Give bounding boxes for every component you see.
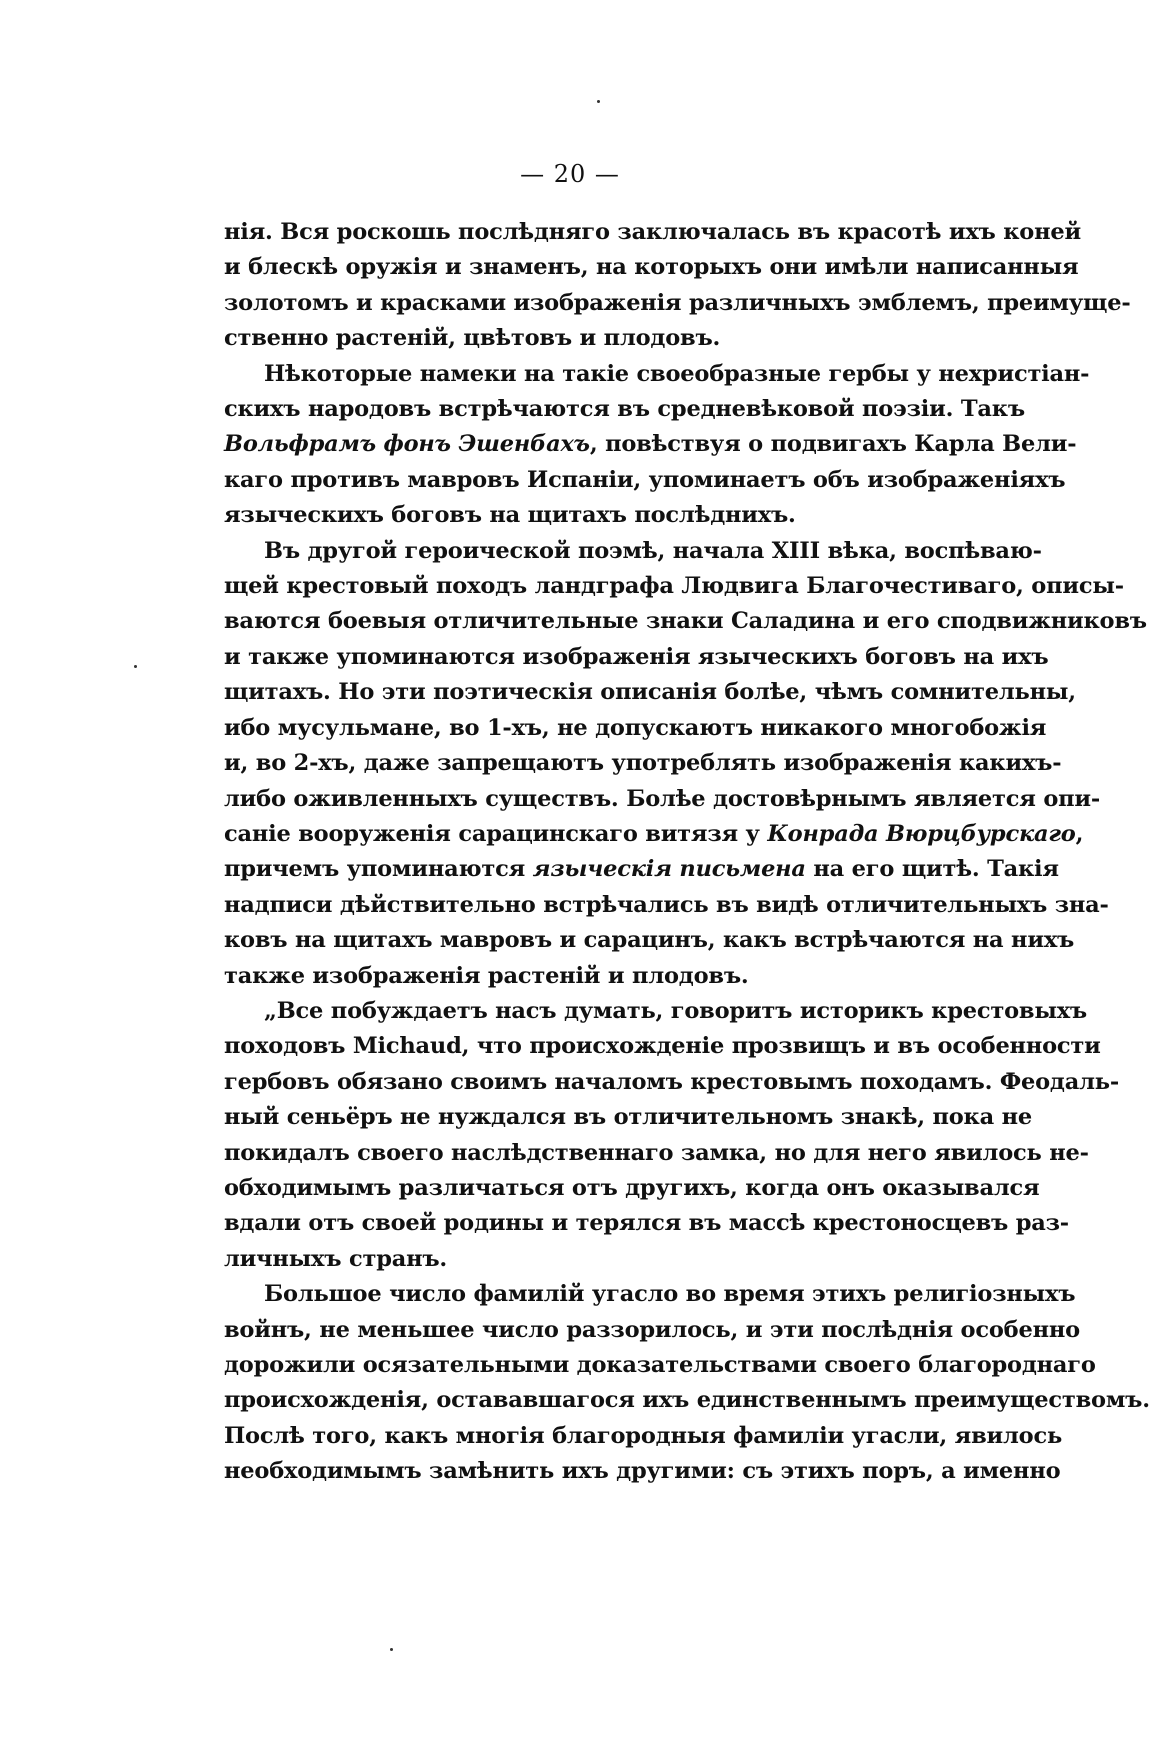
text-line	[224, 569, 1124, 604]
text-segment: Послѣ того, какъ многія благородныя фамиліи угасли, явилось	[224, 1422, 1063, 1449]
italic-text: языческія письмена	[532, 856, 806, 883]
text-segment: , повѣствуя о подвигахъ Карла Вели-	[589, 431, 1077, 458]
text-line	[224, 1242, 1004, 1277]
text-segment: ваются боевыя отличительные знаки Саладина и его сподвижниковъ	[224, 608, 1147, 635]
body-text	[224, 215, 1150, 1490]
text-line	[224, 640, 1049, 675]
text-segment: и также упоминаются изображенія языческихъ боговъ на ихъ	[224, 643, 1049, 670]
text-line	[224, 817, 1084, 852]
text-line	[224, 746, 1062, 781]
text-segment: Нѣкоторые намеки на такіе своеобразные гербы у нехристіан-	[264, 360, 1090, 387]
text-segment: необходимымъ замѣнить ихъ другими: съ этихъ поръ, а именно	[224, 1458, 1061, 1485]
text-segment: „Все побуждаетъ насъ думать, говоритъ историкъ крестовыхъ	[264, 997, 1087, 1024]
text-line	[224, 1313, 1080, 1348]
text-line	[224, 852, 1059, 887]
text-line	[224, 1100, 1032, 1135]
text-line	[224, 1454, 1061, 1489]
text-line	[224, 1065, 1119, 1100]
text-line	[224, 959, 1004, 994]
paragraph	[224, 1277, 1150, 1489]
text-line	[224, 1206, 1069, 1241]
text-line	[224, 1277, 1076, 1312]
paragraph	[224, 994, 1119, 1277]
text-segment: дорожили осязательными доказательствами своего благороднаго	[224, 1352, 1096, 1378]
text-line	[224, 711, 1047, 746]
print-speck	[390, 1648, 393, 1651]
text-segment: гербовъ обязано своимъ началомъ крестовымъ походамъ. Феодаль-	[224, 1068, 1119, 1095]
text-segment: щитахъ. Но эти поэтическія описанія болѣе, чѣмъ сомнительны,	[224, 679, 1076, 706]
text-segment: походовъ Michaud, что происхожденіе прозвищъ и въ особенности	[224, 1033, 1101, 1060]
italic-text: Вольфрамъ фонъ Эшенбахъ	[224, 431, 590, 458]
text-line	[224, 782, 1101, 817]
text-segment: либо оживленныхъ существъ. Болѣе достовѣрнымъ является опи-	[224, 785, 1101, 812]
italic-text: Конрада Вюрцбурскаго	[767, 820, 1076, 847]
text-line	[224, 1171, 1040, 1206]
text-line	[224, 250, 1079, 285]
print-speck	[597, 100, 600, 103]
text-segment: саніе вооруженія сарацинскаго витязя у	[224, 820, 768, 847]
text-line	[224, 1029, 1101, 1064]
text-segment: и, во 2-хъ, даже запрещаютъ употреблять изображенія какихъ-	[224, 750, 1062, 777]
print-speck	[134, 665, 137, 668]
text-line	[224, 923, 1075, 958]
text-segment: надписи дѣйствительно встрѣчались въ видѣ отличительныхъ зна-	[224, 891, 1109, 918]
text-segment: золотомъ и красками изображенія различныхъ эмблемъ, преимуще-	[224, 289, 1131, 316]
text-line	[224, 534, 1042, 569]
text-segment: Большое число фамилій угасло во время этихъ религіозныхъ	[264, 1281, 1076, 1308]
text-line	[224, 286, 1131, 321]
text-segment: языческихъ боговъ на щитахъ послѣднихъ.	[224, 502, 796, 529]
text-segment: покидалъ своего наслѣдственнаго замка, но для него явилось не-	[224, 1139, 1089, 1166]
text-segment: ственно растеній, цвѣтовъ и плодовъ.	[224, 325, 721, 352]
text-segment: щей крестовый походъ ландграфа Людвига Благочестиваго, описы-	[224, 573, 1124, 600]
text-line	[224, 994, 1087, 1029]
text-segment: личныхъ странъ.	[224, 1245, 448, 1272]
text-segment: вдали отъ своей родины и терялся въ массѣ крестоносцевъ раз-	[224, 1210, 1069, 1237]
text-segment: ный сеньёръ не нуждался въ отличительномъ знакѣ, пока не	[224, 1104, 1032, 1131]
text-line	[224, 427, 1077, 462]
text-line	[224, 498, 1004, 533]
text-line	[224, 463, 1066, 498]
text-segment: и блескѣ оружія и знаменъ, на которыхъ они имѣли написанныя	[224, 254, 1079, 281]
text-segment: Въ другой героической поэмѣ, начала XIII вѣка, воспѣваю-	[264, 537, 1042, 564]
text-line	[224, 215, 1081, 250]
text-line	[224, 392, 1025, 427]
text-line	[224, 321, 1004, 356]
text-line	[224, 357, 1090, 392]
text-line	[224, 888, 1109, 923]
text-segment: войнъ, не меньшее число раззорилось, и эти послѣднія особенно	[224, 1316, 1080, 1343]
text-segment: обходимымъ различаться отъ другихъ, когда онъ оказывался	[224, 1174, 1040, 1201]
text-line	[224, 1383, 1150, 1418]
text-line	[224, 1419, 1063, 1454]
text-segment: на его щитѣ. Такія	[805, 856, 1059, 883]
text-segment: ибо мусульмане, во 1-хъ, не допускаютъ никакого многобожія	[224, 714, 1047, 741]
text-segment: также изображенія растеній и плодовъ.	[224, 962, 749, 989]
text-line	[224, 675, 1076, 710]
text-line	[224, 1348, 1096, 1383]
text-segment: происхожденія, остававшагося ихъ единственнымъ преимуществомъ.	[224, 1387, 1150, 1414]
text-line	[224, 1136, 1089, 1171]
text-segment: ,	[1075, 820, 1084, 847]
text-line	[224, 604, 1147, 639]
page-number: — 20 —	[520, 160, 620, 188]
paragraph	[224, 357, 1090, 534]
text-segment: скихъ народовъ встрѣчаются въ средневѣковой поэзіи. Такъ	[224, 396, 1025, 423]
text-segment: причемъ упоминаются	[224, 856, 533, 883]
paragraph	[224, 534, 1147, 994]
paragraph	[224, 215, 1131, 357]
text-segment: нія. Вся роскошь послѣдняго заключалась въ красотѣ ихъ коней	[224, 219, 1081, 245]
text-segment: ковъ на щитахъ мавровъ и сарацинъ, какъ встрѣчаются на нихъ	[224, 927, 1075, 954]
text-segment: каго противъ мавровъ Испаніи, упоминаетъ объ изображеніяхъ	[224, 466, 1066, 493]
